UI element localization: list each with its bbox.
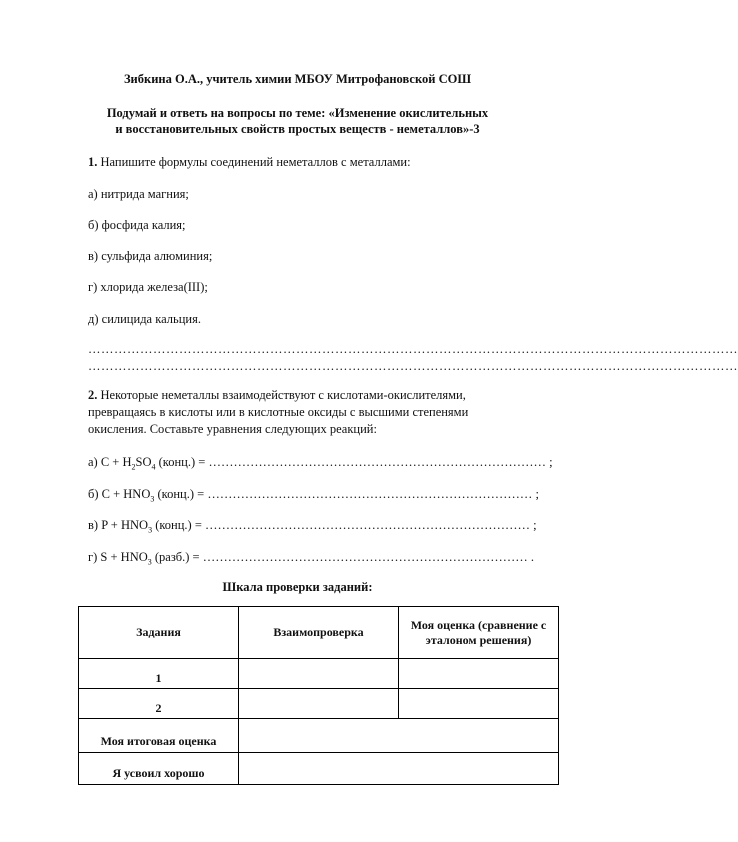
table-row [79,659,559,689]
learned-well-label: Я усвоил хорошо [79,753,239,785]
score-table-header-row [79,607,559,659]
final-grade-cell[interactable] [239,719,559,753]
answer-dots-line-1: …………………………………………………………………………………………………………………………………… [88,342,738,356]
task2-text-line-1: Некоторые неметаллы взаимодействуют с кислотами-окислителями, [100,388,466,402]
task1-item-e: д) силицида кальция. [88,312,201,326]
task2-text-line-3: окисления. Составьте уравнения следующих реакций: [88,422,377,436]
table-row [79,719,559,753]
reaction-a: а) $C + H_2SO_4$ (конц.) = ……………………………………………………………………… ; [88,455,553,472]
self-grade-cell-1[interactable] [399,659,559,689]
score-table [78,606,559,785]
self-grade-cell-2[interactable] [399,689,559,719]
reaction-d-dots: …………………………………………………………………… [202,550,528,564]
reaction-c-dots: …………………………………………………………………… [205,518,531,532]
row-task-1: 1 [79,659,239,689]
table-row [79,689,559,719]
final-grade-label: Моя итоговая оценка [79,719,239,753]
task1-number: 1. [88,155,98,169]
reaction-d: г) $S + HNO_3$ (разб.) = …………………………………………………………………… . [88,550,534,567]
reaction-c: в) $P + HNO_3$ (конц.) = …………………………………………………………………… ; [88,518,537,535]
task1-item-d: г) хлорида железа(III); [88,280,208,294]
task2-text-line-2: превращаясь в кислоты или в кислотные оксиды с высшими степенями [88,405,469,419]
reaction-b: б) $C + HNO_3$ (конц.) = …………………………………………………………………… ; [88,487,539,504]
answer-dots-line-2: …………………………………………………………………………………………………………………………………… [88,359,738,373]
reaction-b-dots: …………………………………………………………………… [207,487,533,501]
task1-text: Напишите формулы соединений неметаллов с металлами: [100,155,411,169]
task2-number: 2. [88,388,98,402]
task1-heading [88,155,411,170]
header-self-grade: Моя оценка (сравнение с эталоном решения) [399,607,559,659]
peer-review-cell-1[interactable] [239,659,399,689]
title-line-2: и восстановительных свойств простых веществ - неметаллов»-3 [115,122,480,136]
peer-review-cell-2[interactable] [239,689,399,719]
author-line: Зибкина О.А., учитель химии МБОУ Митрофановской СОШ [123,72,472,86]
task1-item-a: а) нитрида магния; [88,187,189,201]
learned-well-cell[interactable] [239,753,559,785]
table-row [79,753,559,785]
scale-title: Шкала проверки заданий: [222,580,373,594]
task1-item-b: б) фосфида калия; [88,218,186,232]
row-task-2: 2 [79,689,239,719]
header-tasks: Задания [79,607,239,659]
header-peer-review: Взаимопроверка [239,607,399,659]
task1-item-c: в) сульфида алюминия; [88,249,213,263]
reaction-a-dots: ……………………………………………………………………… [208,455,546,469]
title-line-1: Подумай и ответь на вопросы по теме: «Изменение окислительных [106,106,489,120]
task2-heading [88,388,466,403]
